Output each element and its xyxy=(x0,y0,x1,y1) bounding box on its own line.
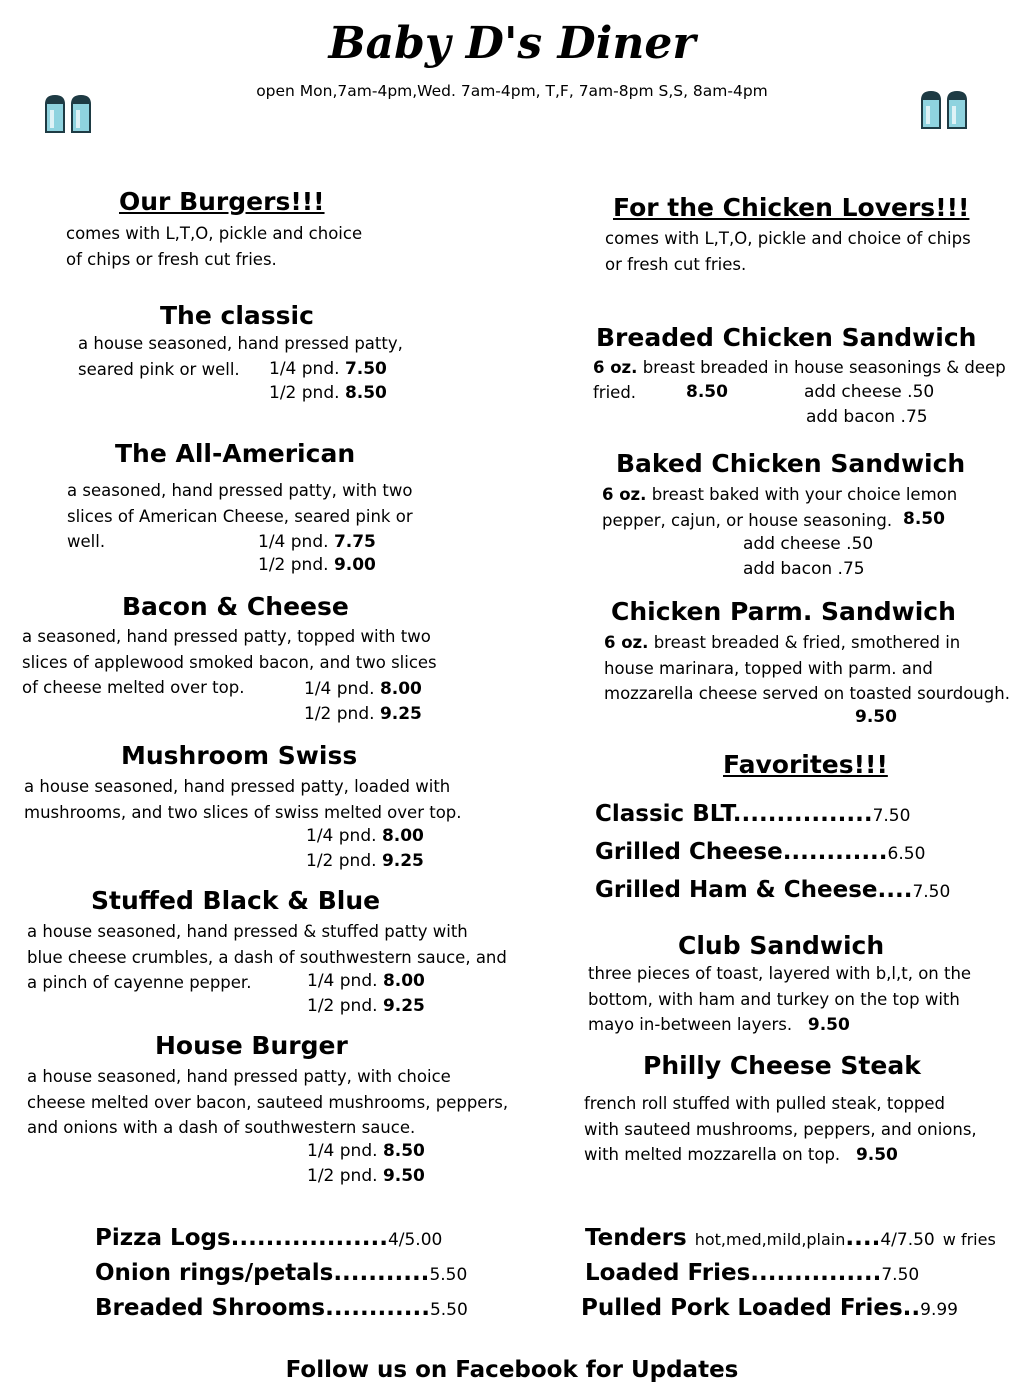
list-item: Loaded Fries...............7.50 xyxy=(585,1260,920,1286)
opening-hours: open Mon,7am-4pm,Wed. 7am-4pm, T,F, 7am-8pm S,S, 8am-4pm xyxy=(256,82,768,100)
favorites-heading: Favorites!!! xyxy=(723,750,888,779)
burger-house-name: House Burger xyxy=(155,1031,348,1060)
baked-chicken-price: 8.50 xyxy=(903,509,945,529)
list-item: Tenders hot,med,mild,plain....4/7.50 w fries xyxy=(585,1225,996,1251)
burger-all-american-quarter-price: 1/4 pnd. 7.75 xyxy=(258,532,376,552)
burger-house-half-price: 1/2 pnd. 9.50 xyxy=(307,1166,425,1186)
burger-black-blue-desc: a house seasoned, hand pressed & stuffed patty with blue cheese crumbles, a dash of southwestern sauce, and a pinch of cayenne pepper. xyxy=(27,922,507,992)
burger-bacon-cheese-quarter-price: 1/4 pnd. 8.00 xyxy=(304,679,422,699)
breaded-chicken-price: 8.50 xyxy=(686,382,728,402)
chicken-parm-name: Chicken Parm. Sandwich xyxy=(611,597,956,626)
chicken-intro: comes with L,T,O, pickle and choice of chips or fresh cut fries. xyxy=(605,229,971,274)
baked-chicken-name: Baked Chicken Sandwich xyxy=(616,449,966,478)
club-sandwich-price: 9.50 xyxy=(807,1015,850,1035)
favorites-list xyxy=(595,796,950,910)
breaded-chicken-desc-2: fried. xyxy=(593,383,637,402)
burger-house-quarter-price: 1/4 pnd. 8.50 xyxy=(307,1141,425,1161)
club-sandwich-name: Club Sandwich xyxy=(678,931,885,960)
burger-bacon-cheese-desc: a seasoned, hand pressed patty, topped with two slices of applewood smoked bacon, and two slices of cheese melted over top. xyxy=(22,627,437,697)
burger-classic-half-price: 1/2 pnd. 8.50 xyxy=(269,383,387,403)
burger-black-blue-half-price: 1/2 pnd. 9.25 xyxy=(307,996,425,1016)
burger-all-american-desc: a seasoned, hand pressed patty, with two slices of American Cheese, seared pink or well. xyxy=(67,481,413,551)
breaded-chicken-name: Breaded Chicken Sandwich xyxy=(596,323,977,352)
breaded-chicken-addon-cheese: add cheese .50 xyxy=(804,382,935,402)
burgers-heading: Our Burgers!!! xyxy=(119,187,325,216)
burger-mushroom-swiss-name: Mushroom Swiss xyxy=(121,741,358,770)
list-item: Breaded Shrooms............5.50 xyxy=(95,1295,468,1321)
burger-all-american-half-price: 1/2 pnd. 9.00 xyxy=(258,555,376,575)
burgers-intro: comes with L,T,O, pickle and choice of chips or fresh cut fries. xyxy=(66,224,363,269)
baked-chicken-addon-bacon: add bacon .75 xyxy=(743,559,865,579)
burger-classic-name: The classic xyxy=(160,301,314,330)
list-item: Pizza Logs..................4/5.00 xyxy=(95,1225,443,1251)
club-sandwich-desc: three pieces of toast, layered with b,l,t, on the bottom, with ham and turkey on the top with mayo in-between layers. 9.50 xyxy=(588,964,972,1035)
chicken-parm-desc: 6 oz. breast breaded & fried, smothered in house marinara, topped with parm. and mozzarella cheese served on toasted sourdough. xyxy=(604,633,1010,703)
burger-bacon-cheese-name: Bacon & Cheese xyxy=(122,592,349,621)
list-item: Grilled Ham & Cheese....7.50 xyxy=(595,877,951,903)
sides-right-list xyxy=(581,1222,996,1327)
burger-black-blue-name: Stuffed Black & Blue xyxy=(91,886,381,915)
burger-mushroom-swiss-half-price: 1/2 pnd. 9.25 xyxy=(306,851,424,871)
sides-left-list xyxy=(95,1222,468,1327)
burger-classic-desc: a house seasoned, hand pressed patty, seared pink or well. xyxy=(78,334,403,379)
philly-cheese-steak-name: Philly Cheese Steak xyxy=(643,1051,921,1080)
baked-chicken-desc: 6 oz. breast baked with your choice lemon pepper, cajun, or house seasoning. xyxy=(602,485,958,530)
chicken-parm-price: 9.50 xyxy=(855,707,897,727)
philly-cheese-steak-desc: french roll stuffed with pulled steak, topped with sauteed mushrooms, peppers, and onions, with melted mozzarella on top. 9.50 xyxy=(584,1094,977,1165)
list-item: Onion rings/petals...........5.50 xyxy=(95,1260,468,1286)
burger-house-desc: a house seasoned, hand pressed patty, with choice cheese melted over bacon, sauteed mushrooms, peppers, and onions with a dash of southwestern sauce. xyxy=(27,1067,509,1137)
burger-classic-quarter-price: 1/4 pnd. 7.50 xyxy=(269,359,387,379)
footer-facebook-note: Follow us on Facebook for Updates xyxy=(285,1357,739,1383)
philly-cheese-steak-price: 9.50 xyxy=(855,1145,898,1165)
burger-all-american-name: The All-American xyxy=(115,439,356,468)
salt-pepper-shakers-icon xyxy=(42,92,96,136)
breaded-chicken-desc: 6 oz. breast breaded in house seasonings & deep xyxy=(593,358,1006,377)
salt-pepper-shakers-icon xyxy=(918,88,972,132)
burger-bacon-cheese-half-price: 1/2 pnd. 9.25 xyxy=(304,704,422,724)
list-item: Grilled Cheese............6.50 xyxy=(595,839,926,865)
breaded-chicken-addon-bacon: add bacon .75 xyxy=(806,407,928,427)
list-item: Classic BLT................7.50 xyxy=(595,801,911,827)
chicken-heading: For the Chicken Lovers!!! xyxy=(613,193,970,222)
burger-mushroom-swiss-quarter-price: 1/4 pnd. 8.00 xyxy=(306,826,424,846)
list-item: Pulled Pork Loaded Fries..9.99 xyxy=(581,1295,958,1321)
baked-chicken-addon-cheese: add cheese .50 xyxy=(743,534,874,554)
burger-mushroom-swiss-desc: a house seasoned, hand pressed patty, loaded with mushrooms, and two slices of swiss melted over top. xyxy=(24,777,462,822)
burger-black-blue-quarter-price: 1/4 pnd. 8.00 xyxy=(307,971,425,991)
diner-title: Baby D's Diner xyxy=(328,18,696,69)
